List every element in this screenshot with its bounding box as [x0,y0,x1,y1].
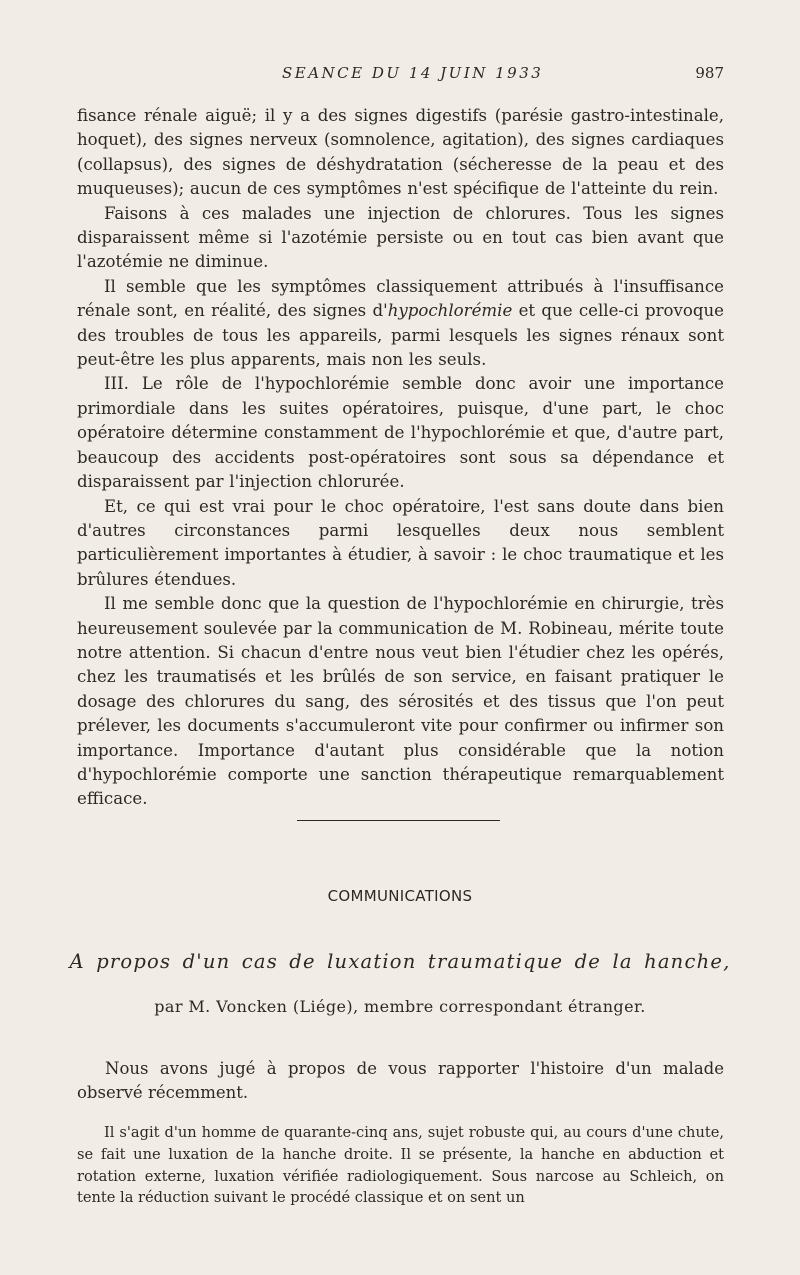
running-header [0,64,800,86]
paragraph-4: III. Le rôle de l'hypochlorémie semble donc avoir une importance primordiale dans les suites opératoires, puisque, d'une part, le choc opératoire détermine constamment de l'hypochlorémie et que, d'autre part, beaucoup des accidents post-opératoires sont sous sa dépendance et disparaissent par l'injection chlorurée. [77,374,724,492]
article-intro [77,1057,724,1105]
paragraph-3 [77,275,724,373]
paragraph-1: fisance rénale aiguë; il y a des signes digestifs (parésie gastro-intestinale, hoquet), des signes nerveux (somnolence, agitation), des signes cardiaques (collapsus), des signes de déshydratation (sécheresse de la peau et des muqueuses); aucun de ces symptômes n'est spécifique de l'atteinte du rein. [77,106,724,199]
paragraph-3-emphasis: hypochlorémie [387,301,513,321]
paragraph-5: Et, ce qui est vrai pour le choc opératoire, l'est sans doute dans bien d'autres circonstances parmi lesquelles deux nous semblent particulièrement importantes à étudier, à savoir : le choc traumatique et les brûlures étendues. [77,496,724,589]
section-divider [297,820,500,821]
article-title: A propos d'un cas de luxation traumatique de la hanche, [69,950,731,973]
intro-paragraph: Nous avons jugé à propos de vous rapporter l'histoire d'un malade observé récemment. [77,1059,724,1102]
paragraph-2: Faisons à ces malades une injection de chlorures. Tous les signes disparaissent même si l'azotémie persiste ou en tout cas bien avant que l'azotémie ne diminue. [77,203,724,272]
page-number: 987 [695,64,724,82]
article-author: par M. Voncken (Liége), membre correspondant étranger. [154,997,646,1016]
case-report [77,1122,724,1209]
body-text [77,104,724,812]
section-heading: COMMUNICATIONS [327,887,473,905]
case-paragraph: Il s'agit d'un homme de quarante-cinq ans, sujet robuste qui, au cours d'une chute, se fait une luxation de la hanche droite. Il se présente, la hanche en abduction et rotation externe, luxation vérifiée radiologiquement. Sous narcose au Schleich, on tente la réduction suivant le procédé classique et on sent un [77,1124,724,1207]
paragraph-6: Il me semble donc que la question de l'hypochlorémie en chirurgie, très heureusement soulevée par la communication de M. Robineau, mérite toute notre attention. Si chacun d'entre nous veut bien l'étudier chez les opérés, chez les traumatisés et les brûlés de son service, en faisant pratiquer le dosage des chlorures du sang, des sérosités et des tissus que l'on peut prélever, les documents s'accumuleront vite pour confirmer ou infirmer son importance. Importance d'autant plus considérable que la notion d'hypochlorémie comporte une sanction thérapeutique remarquablement efficace. [77,594,724,809]
header-title: SEANCE DU 14 JUIN 1933 [282,64,544,82]
paragraph-3-start: Il semble que les symptômes classiquement attribués à l'insuffisance rénale sont, en réalité, des signes d' [77,276,724,321]
paragraph-3-end: et que celle-ci provoque des troubles de tous les appareils, parmi lesquels les signes rénaux sont peut-être les plus apparents, mais non les seuls. [77,301,724,370]
